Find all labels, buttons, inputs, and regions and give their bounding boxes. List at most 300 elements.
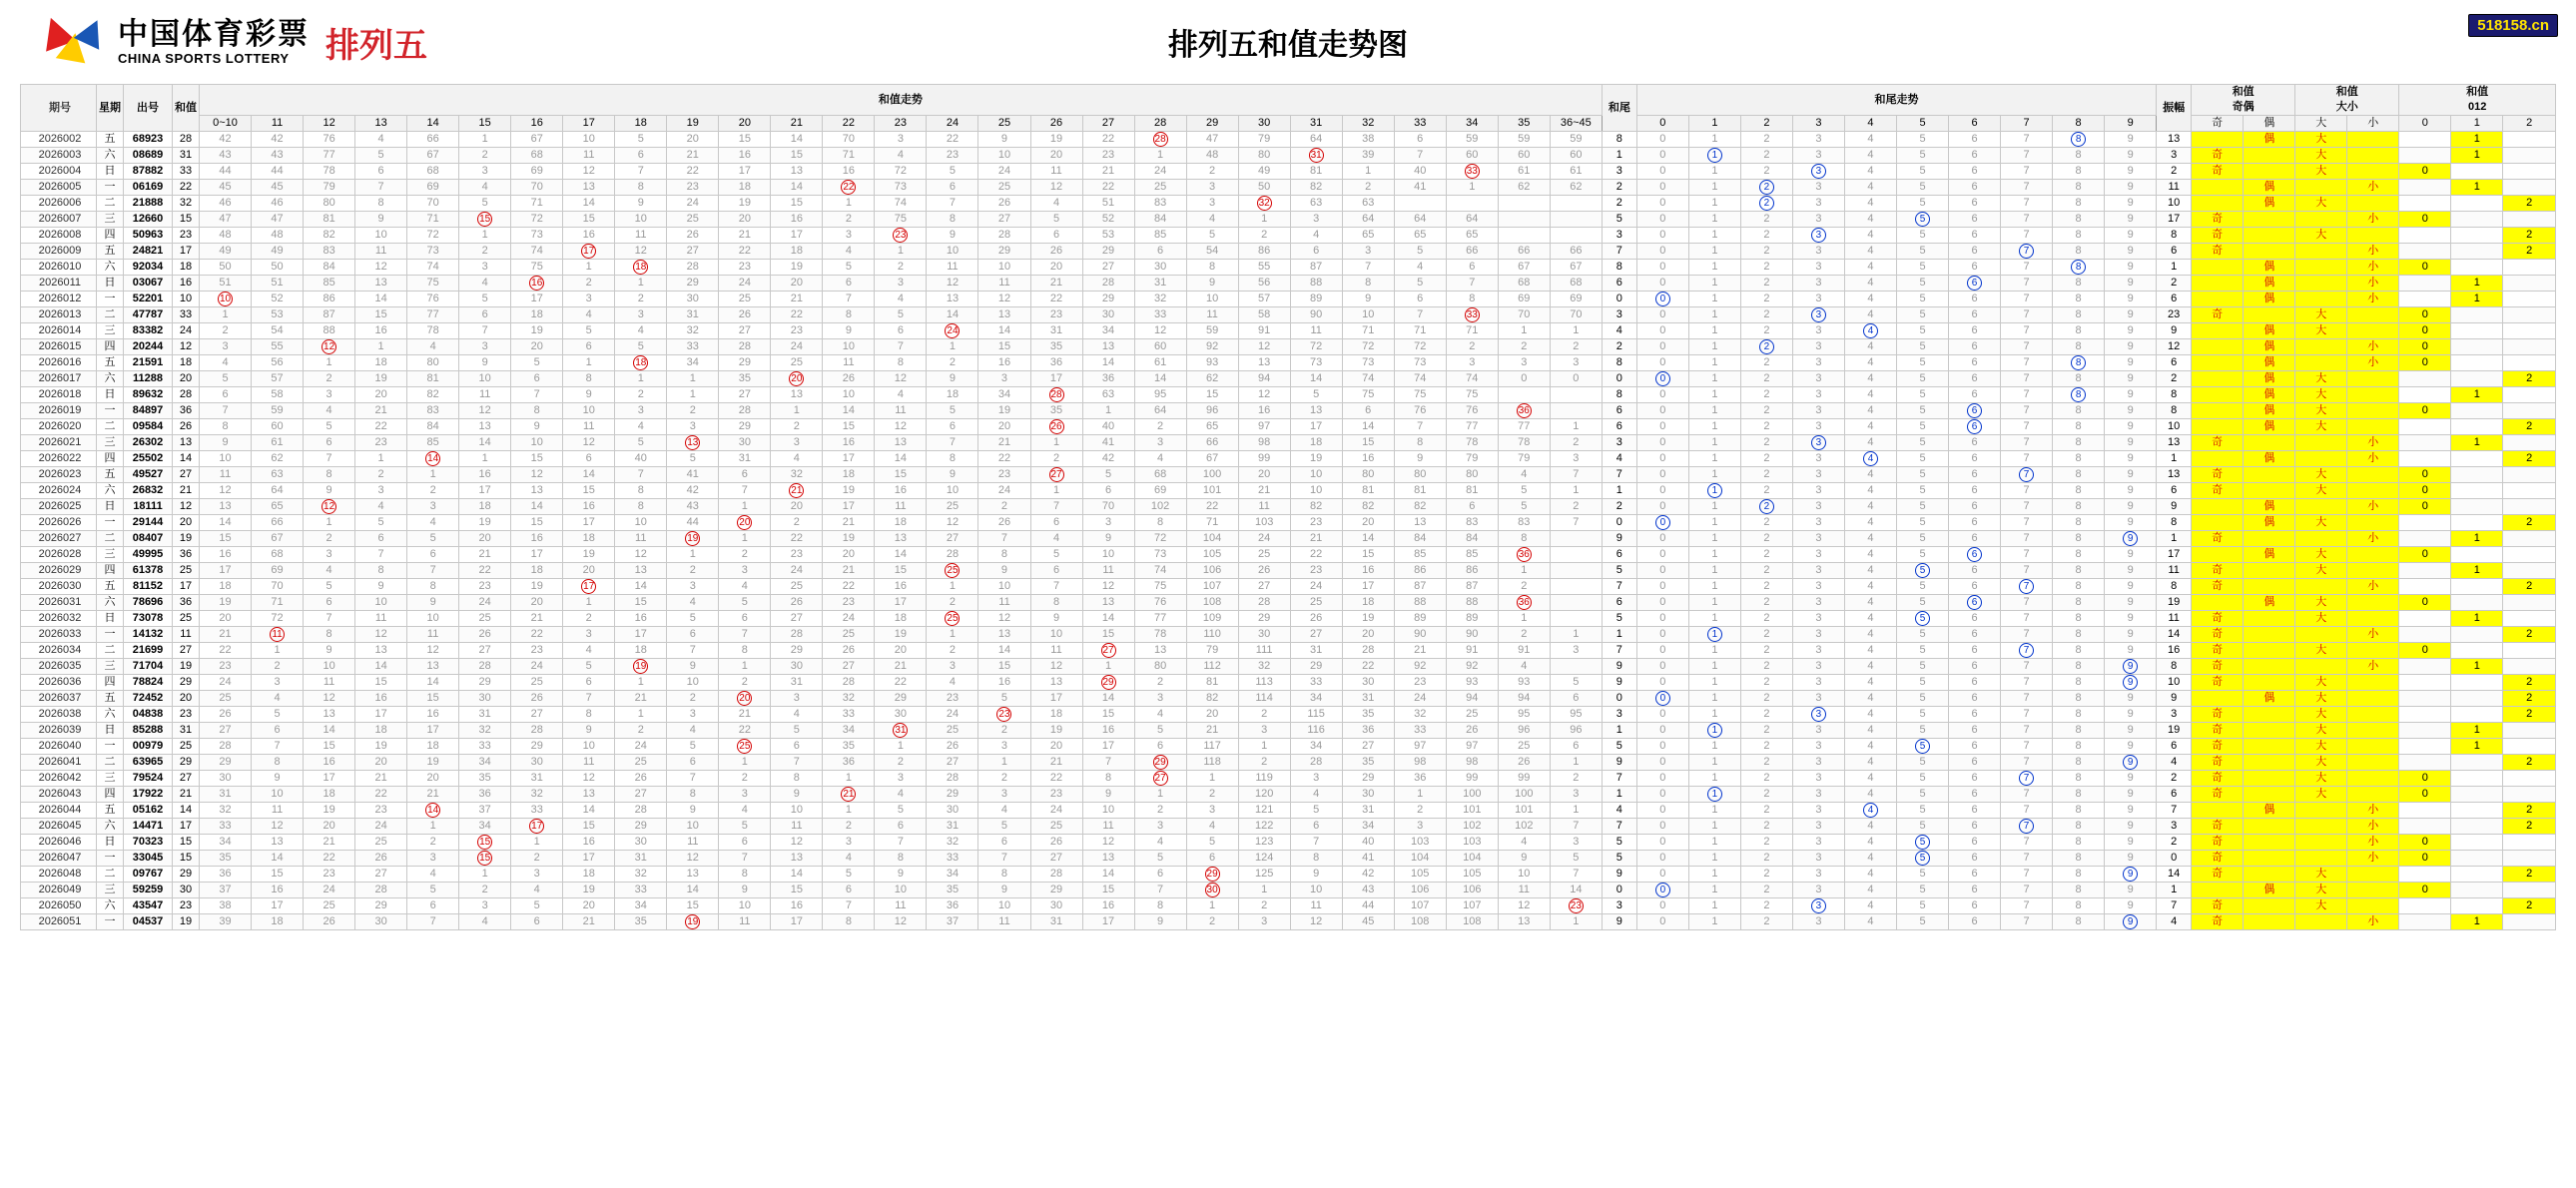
table-row[interactable] [21, 627, 2556, 643]
cell-sum-trend: 7 [875, 835, 927, 851]
tail-hit-ball: 1 [1707, 787, 1722, 802]
sum-hit-ball: 23 [998, 709, 1010, 720]
cell-sum-trend: 21 [978, 435, 1030, 451]
cell-numbers: 09767 [124, 867, 173, 883]
cell-sum-trend: 4 [355, 132, 407, 148]
brand-logo [0, 13, 427, 71]
cell-tail-trend: 2 [1740, 260, 1792, 276]
table-row[interactable] [21, 451, 2556, 467]
cell-sum-trend: 3 [304, 387, 355, 403]
table-row[interactable] [21, 467, 2556, 483]
cell-week: 一 [97, 914, 124, 930]
cell-sum-trend: 2 [459, 148, 511, 164]
cell-sum-trend: 78 [1134, 627, 1186, 643]
cell-tail-trend: 0 [1636, 467, 1688, 483]
cell-sum-trend: 12 [1134, 323, 1186, 339]
cell-sum-trend: 4 [407, 515, 459, 531]
cell-issue: 2026042 [21, 771, 97, 787]
cell-mod-1 [2451, 547, 2503, 563]
cell-sum-tail: 6 [1602, 419, 1636, 435]
cell-sum-trend: 41 [1342, 851, 1394, 867]
cell-mod-0 [2399, 819, 2451, 835]
page-title: 排列五和值走势图 [1168, 29, 1408, 62]
cell-tail-trend: 0 [1636, 276, 1688, 292]
table-row[interactable] [21, 579, 2556, 595]
cell-sum-trend: 110 [1186, 627, 1238, 643]
cell-sum-trend: 21 [1186, 723, 1238, 739]
cell-sum-tail: 4 [1602, 803, 1636, 819]
cell-sum-tail: 1 [1602, 787, 1636, 803]
cell-sum-trend: 6 [719, 611, 771, 627]
cell-tail-trend: 9 [2105, 707, 2157, 723]
table-row[interactable] [21, 595, 2556, 611]
cell-sum-trend: 41 [1394, 180, 1446, 196]
cell-sum-trend: 8 [615, 180, 667, 196]
table-row[interactable] [21, 707, 2556, 723]
cell-amplitude: 10 [2157, 196, 2192, 212]
cell-tail-trend: 2 [1740, 611, 1792, 627]
th-sum-19: 19 [667, 116, 719, 132]
cell-sum-trend: 15 [511, 515, 563, 531]
cell-sum-trend: 64 [1446, 212, 1498, 228]
cell-mod-2 [2503, 387, 2556, 403]
cell-sum-trend: 22 [667, 164, 719, 180]
table-row[interactable] [21, 611, 2556, 627]
cell-sum-trend: 5 [978, 819, 1030, 835]
table-row[interactable] [21, 867, 2556, 883]
table-row[interactable] [21, 563, 2556, 579]
cell-sum-trend: 14 [1082, 611, 1134, 627]
sum-hit-ball: 20 [739, 693, 751, 704]
table-row[interactable] [21, 435, 2556, 451]
table-row[interactable] [21, 212, 2556, 228]
cell-sum-trend: 6 [1550, 739, 1602, 755]
cell-tail-trend: 9 [2105, 228, 2157, 244]
cell-odd: 奇 [2192, 244, 2244, 260]
cell-tail-trend: 4 [1844, 371, 1896, 387]
cell-sum-trend: 54 [1186, 244, 1238, 260]
cell-sum-trend: 24 [304, 883, 355, 898]
cell-sum-trend: 19 [563, 883, 615, 898]
cell-even [2244, 723, 2295, 739]
table-row[interactable] [21, 148, 2556, 164]
cell-tail-trend: 2 [1740, 883, 1792, 898]
tail-hit-ball: 5 [1915, 851, 1930, 866]
table-row[interactable] [21, 835, 2556, 851]
cell-sum-trend: 4 [1134, 707, 1186, 723]
cell-big [2295, 180, 2347, 196]
cell-tail-trend: 0 [1636, 323, 1688, 339]
cell-sum-trend: 9 [1134, 914, 1186, 930]
cell-sum-trend: 3 [978, 787, 1030, 803]
cell-sum-trend: 61 [1498, 164, 1550, 180]
cell-sum-trend: 28 [200, 739, 252, 755]
cell-sum-trend: 66 [1498, 244, 1550, 260]
table-row[interactable] [21, 787, 2556, 803]
cell-sum-trend: 35 [823, 739, 875, 755]
table-row[interactable] [21, 483, 2556, 499]
cell-tail-trend: 7 [2001, 419, 2053, 435]
cell-tail-trend: 1 [1688, 180, 1740, 196]
cell-sum-trend: 4 [667, 595, 719, 611]
cell-sum-trend: 22 [200, 643, 252, 659]
cell-tail-trend: 5 [1897, 387, 1949, 403]
sum-hit-ball: 24 [947, 325, 959, 336]
cell-sum-trend: 55 [252, 339, 304, 355]
cell-odd: 奇 [2192, 643, 2244, 659]
cell-mod-2 [2503, 914, 2556, 930]
cell-small [2347, 196, 2399, 212]
cell-tail-trend: 3 [1792, 627, 1844, 643]
cell-sum-trend: 16 [1082, 723, 1134, 739]
cell-tail-trend: 4 [1844, 787, 1896, 803]
table-row[interactable] [21, 531, 2556, 547]
cell-sum-trend: 20 [511, 595, 563, 611]
cell-tail-trend: 0 [1636, 867, 1688, 883]
cell-small [2347, 611, 2399, 627]
cell-tail-trend: 2 [1740, 691, 1792, 707]
cell-sum-trend: 21 [511, 611, 563, 627]
table-row[interactable] [21, 675, 2556, 691]
cell-tail-trend: 6 [1949, 867, 2001, 883]
cell-mod-2: 2 [2503, 691, 2556, 707]
cell-tail-trend: 7 [2001, 403, 2053, 419]
cell-sum-trend: 10 [875, 883, 927, 898]
cell-mod-2 [2503, 723, 2556, 739]
cell-sum-trend: 26 [1290, 611, 1342, 627]
cell-week: 三 [97, 212, 124, 228]
cell-sum-trend: 51 [252, 276, 304, 292]
table-row[interactable] [21, 196, 2556, 212]
cell-sum-trend: 26 [1030, 835, 1082, 851]
cell-tail-trend: 8 [2053, 595, 2105, 611]
cell-sum-trend [927, 563, 978, 579]
cell-amplitude: 0 [2157, 851, 2192, 867]
table-row[interactable] [21, 403, 2556, 419]
cell-week: 日 [97, 499, 124, 515]
cell-sum-trend: 14 [459, 435, 511, 451]
cell-sum-trend: 82 [407, 387, 459, 403]
game-name: 排列五 [325, 26, 427, 65]
table-row[interactable] [21, 307, 2556, 323]
cell-sum-trend: 9 [304, 483, 355, 499]
cell-sum: 28 [173, 132, 200, 148]
cell-tail-trend: 0 [1636, 547, 1688, 563]
cell-tail-trend: 4 [1844, 595, 1896, 611]
cell-sum-trend: 37 [927, 914, 978, 930]
cell-sum-trend: 2 [1238, 755, 1290, 771]
cell-tail-trend: 0 [1636, 755, 1688, 771]
cell-tail-trend: 6 [1949, 483, 2001, 499]
sum-hit-ball: 17 [583, 246, 595, 257]
cell-sum-trend [1446, 196, 1498, 212]
cell-sum-trend: 82 [1186, 691, 1238, 707]
cell-odd: 奇 [2192, 867, 2244, 883]
cell-sum-trend: 7 [927, 435, 978, 451]
cell-tail-trend [1636, 883, 1688, 898]
cell-tail-trend: 3 [1792, 531, 1844, 547]
cell-mod-1: 1 [2451, 132, 2503, 148]
cell-sum-trend: 28 [719, 403, 771, 419]
cell-week: 四 [97, 563, 124, 579]
cell-sum-trend: 6 [252, 723, 304, 739]
cell-mod-2 [2503, 787, 2556, 803]
cell-sum-trend: 12 [875, 914, 927, 930]
cell-sum-trend: 68 [1498, 276, 1550, 292]
cell-tail-trend: 9 [2105, 611, 2157, 627]
cell-sum-trend: 13 [1134, 643, 1186, 659]
cell-issue: 2026032 [21, 611, 97, 627]
cell-amplitude: 9 [2157, 499, 2192, 515]
table-row[interactable] [21, 228, 2556, 244]
cell-tail-trend: 8 [2053, 467, 2105, 483]
cell-sum-trend: 103 [1394, 835, 1446, 851]
cell-sum-trend: 36 [200, 867, 252, 883]
table-row[interactable] [21, 819, 2556, 835]
cell-sum: 20 [173, 371, 200, 387]
table-row[interactable] [21, 723, 2556, 739]
cell-sum-trend: 29 [1342, 771, 1394, 787]
th-sum-21: 21 [771, 116, 823, 132]
table-row[interactable] [21, 739, 2556, 755]
cell-sum-trend: 1 [667, 547, 719, 563]
cell-sum-trend: 23 [771, 547, 823, 563]
cell-sum-trend: 70 [511, 180, 563, 196]
cell-sum-trend: 1 [1082, 659, 1134, 675]
cell-tail-trend: 1 [1688, 643, 1740, 659]
cell-even [2244, 228, 2295, 244]
cell-even: 偶 [2244, 132, 2295, 148]
cell-tail-trend [1897, 835, 1949, 851]
table-row[interactable] [21, 771, 2556, 787]
th-oe-偶: 偶 [2244, 116, 2295, 132]
cell-sum-trend: 2 [304, 371, 355, 387]
tail-hit-ball: 9 [2123, 675, 2138, 690]
cell-sum-trend: 13 [252, 835, 304, 851]
cell-big: 大 [2295, 547, 2347, 563]
cell-sum-trend: 5 [563, 659, 615, 675]
cell-tail-trend: 8 [2053, 307, 2105, 323]
cell-sum-trend: 14 [200, 515, 252, 531]
cell-numbers: 33045 [124, 851, 173, 867]
cell-sum-trend: 3 [1186, 196, 1238, 212]
cell-sum-trend [771, 483, 823, 499]
table-row[interactable] [21, 515, 2556, 531]
cell-sum-trend: 14 [1550, 883, 1602, 898]
cell-sum-trend: 23 [823, 595, 875, 611]
cell-sum-trend: 26 [459, 627, 511, 643]
cell-sum-trend: 4 [1290, 228, 1342, 244]
cell-small: 小 [2347, 627, 2399, 643]
cell-sum-trend: 62 [1186, 371, 1238, 387]
tail-hit-ball: 2 [1759, 499, 1774, 514]
cell-tail-trend: 8 [2053, 419, 2105, 435]
table-row[interactable] [21, 260, 2556, 276]
cell-odd: 奇 [2192, 579, 2244, 595]
table-row[interactable] [21, 659, 2556, 675]
cell-even: 偶 [2244, 292, 2295, 307]
cell-sum-trend: 8 [1186, 260, 1238, 276]
cell-tail-trend: 6 [1949, 355, 2001, 371]
cell-sum-trend: 29 [1238, 611, 1290, 627]
cell-sum-trend: 11 [252, 803, 304, 819]
cell-sum-trend: 16 [615, 611, 667, 627]
table-row[interactable] [21, 898, 2556, 914]
cell-sum-trend: 16 [304, 755, 355, 771]
cell-sum: 23 [173, 898, 200, 914]
cell-tail-trend [1792, 707, 1844, 723]
cell-sum-trend: 104 [1446, 851, 1498, 867]
cell-sum-trend: 7 [1550, 819, 1602, 835]
table-row[interactable] [21, 292, 2556, 307]
cell-sum-trend: 6 [667, 627, 719, 643]
table-row[interactable] [21, 755, 2556, 771]
th-sum-0~10: 0~10 [200, 116, 252, 132]
cell-sum-trend: 16 [1342, 451, 1394, 467]
cell-sum-trend: 78 [1498, 435, 1550, 451]
cell-sum-trend: 20 [563, 563, 615, 579]
cell-sum-trend [1550, 403, 1602, 419]
cell-tail-trend: 1 [1688, 835, 1740, 851]
cell-mod-1 [2451, 212, 2503, 228]
cell-big: 大 [2295, 387, 2347, 403]
table-row[interactable] [21, 691, 2556, 707]
cell-tail-trend [2053, 260, 2105, 276]
table-row[interactable] [21, 803, 2556, 819]
cell-tail-trend: 2 [1740, 851, 1792, 867]
table-row[interactable] [21, 914, 2556, 930]
cell-sum-trend [511, 276, 563, 292]
sum-hit-ball: 28 [1154, 134, 1166, 145]
cell-sum-trend: 93 [1446, 675, 1498, 691]
cell-sum-trend: 5 [1550, 675, 1602, 691]
cell-tail-trend: 9 [2105, 371, 2157, 387]
cell-sum-trend: 5 [1134, 851, 1186, 867]
cell-sum-trend: 1 [719, 531, 771, 547]
sum-hit-ball: 17 [583, 581, 595, 592]
cell-sum-trend: 6 [719, 835, 771, 851]
cell-sum-trend: 20 [719, 212, 771, 228]
tail-hit-ball: 8 [2071, 132, 2086, 147]
table-row[interactable] [21, 355, 2556, 371]
cell-sum-trend: 67 [252, 531, 304, 547]
table-row[interactable] [21, 419, 2556, 435]
cell-mod-0: 0 [2399, 212, 2451, 228]
table-row[interactable] [21, 643, 2556, 659]
cell-tail-trend: 6 [1949, 260, 2001, 276]
table-row[interactable] [21, 883, 2556, 898]
cell-tail-trend: 2 [1740, 355, 1792, 371]
table-row[interactable] [21, 323, 2556, 339]
cell-even [2244, 563, 2295, 579]
cell-sum-trend: 3 [1342, 244, 1394, 260]
cell-sum-trend: 7 [304, 451, 355, 467]
cell-sum-trend: 16 [823, 435, 875, 451]
cell-sum-trend: 12 [927, 515, 978, 531]
cell-tail-trend: 2 [1740, 659, 1792, 675]
cell-sum-trend: 25 [1030, 819, 1082, 835]
cell-small [2347, 675, 2399, 691]
cell-sum-trend: 22 [771, 531, 823, 547]
cell-sum-trend: 13 [563, 180, 615, 196]
cell-sum-trend: 8 [304, 467, 355, 483]
cell-sum-trend [1550, 659, 1602, 675]
cell-sum-trend: 30 [1134, 260, 1186, 276]
cell-tail-trend: 9 [2105, 499, 2157, 515]
th-m012-0: 0 [2399, 116, 2451, 132]
cell-tail-trend: 6 [1949, 387, 2001, 403]
cell-sum-trend: 2 [1186, 787, 1238, 803]
cell-mod-2 [2503, 659, 2556, 675]
cell-tail-trend: 2 [1740, 212, 1792, 228]
cell-small [2347, 467, 2399, 483]
table-row[interactable] [21, 244, 2556, 260]
cell-sum-trend: 30 [1238, 627, 1290, 643]
table-row[interactable] [21, 276, 2556, 292]
cell-sum-trend: 27 [1290, 627, 1342, 643]
table-row[interactable] [21, 387, 2556, 403]
cell-tail-trend: 2 [1740, 643, 1792, 659]
cell-numbers: 17922 [124, 787, 173, 803]
cell-tail-trend [1792, 898, 1844, 914]
cell-amplitude: 7 [2157, 898, 2192, 914]
cell-sum-trend: 102 [1446, 819, 1498, 835]
cell-sum-trend: 13 [771, 851, 823, 867]
cell-odd: 奇 [2192, 228, 2244, 244]
table-row[interactable] [21, 180, 2556, 196]
cell-sum-trend: 27 [823, 659, 875, 675]
cell-mod-0 [2399, 691, 2451, 707]
cell-mod-0 [2399, 803, 2451, 819]
cell-sum-trend: 7 [667, 643, 719, 659]
cell-numbers: 03067 [124, 276, 173, 292]
cell-sum-trend: 1 [1186, 771, 1238, 787]
cell-sum-trend: 25 [927, 723, 978, 739]
cell-sum-trend: 1 [459, 867, 511, 883]
cell-sum-trend: 13 [407, 659, 459, 675]
cell-tail-trend: 9 [2105, 483, 2157, 499]
table-row[interactable] [21, 499, 2556, 515]
table-row[interactable] [21, 164, 2556, 180]
cell-tail-trend: 8 [2053, 611, 2105, 627]
cell-sum-trend: 5 [355, 515, 407, 531]
cell-sum-trend: 17 [563, 515, 615, 531]
cell-sum-trend: 28 [927, 547, 978, 563]
sum-hit-ball: 18 [635, 357, 647, 368]
cell-tail-trend: 6 [1949, 659, 2001, 675]
cell-big: 大 [2295, 403, 2347, 419]
cell-sum-trend: 8 [1342, 276, 1394, 292]
cell-sum-trend: 71 [511, 196, 563, 212]
tail-hit-ball: 0 [1655, 691, 1670, 706]
cell-small [2347, 164, 2399, 180]
cell-sum-trend: 13 [1498, 914, 1550, 930]
cell-sum-trend: 19 [823, 531, 875, 547]
cell-sum-trend: 5 [1186, 835, 1238, 851]
table-row[interactable] [21, 371, 2556, 387]
cell-sum-trend: 5 [615, 339, 667, 355]
cell-amplitude: 6 [2157, 787, 2192, 803]
cell-odd [2192, 419, 2244, 435]
table-row[interactable] [21, 547, 2556, 563]
cell-tail-trend: 1 [1688, 323, 1740, 339]
cell-sum-trend: 1 [719, 659, 771, 675]
table-row[interactable] [21, 339, 2556, 355]
cell-tail-trend: 4 [1844, 898, 1896, 914]
table-row[interactable] [21, 851, 2556, 867]
cell-tail-trend: 3 [1792, 451, 1844, 467]
table-row[interactable] [21, 132, 2556, 148]
